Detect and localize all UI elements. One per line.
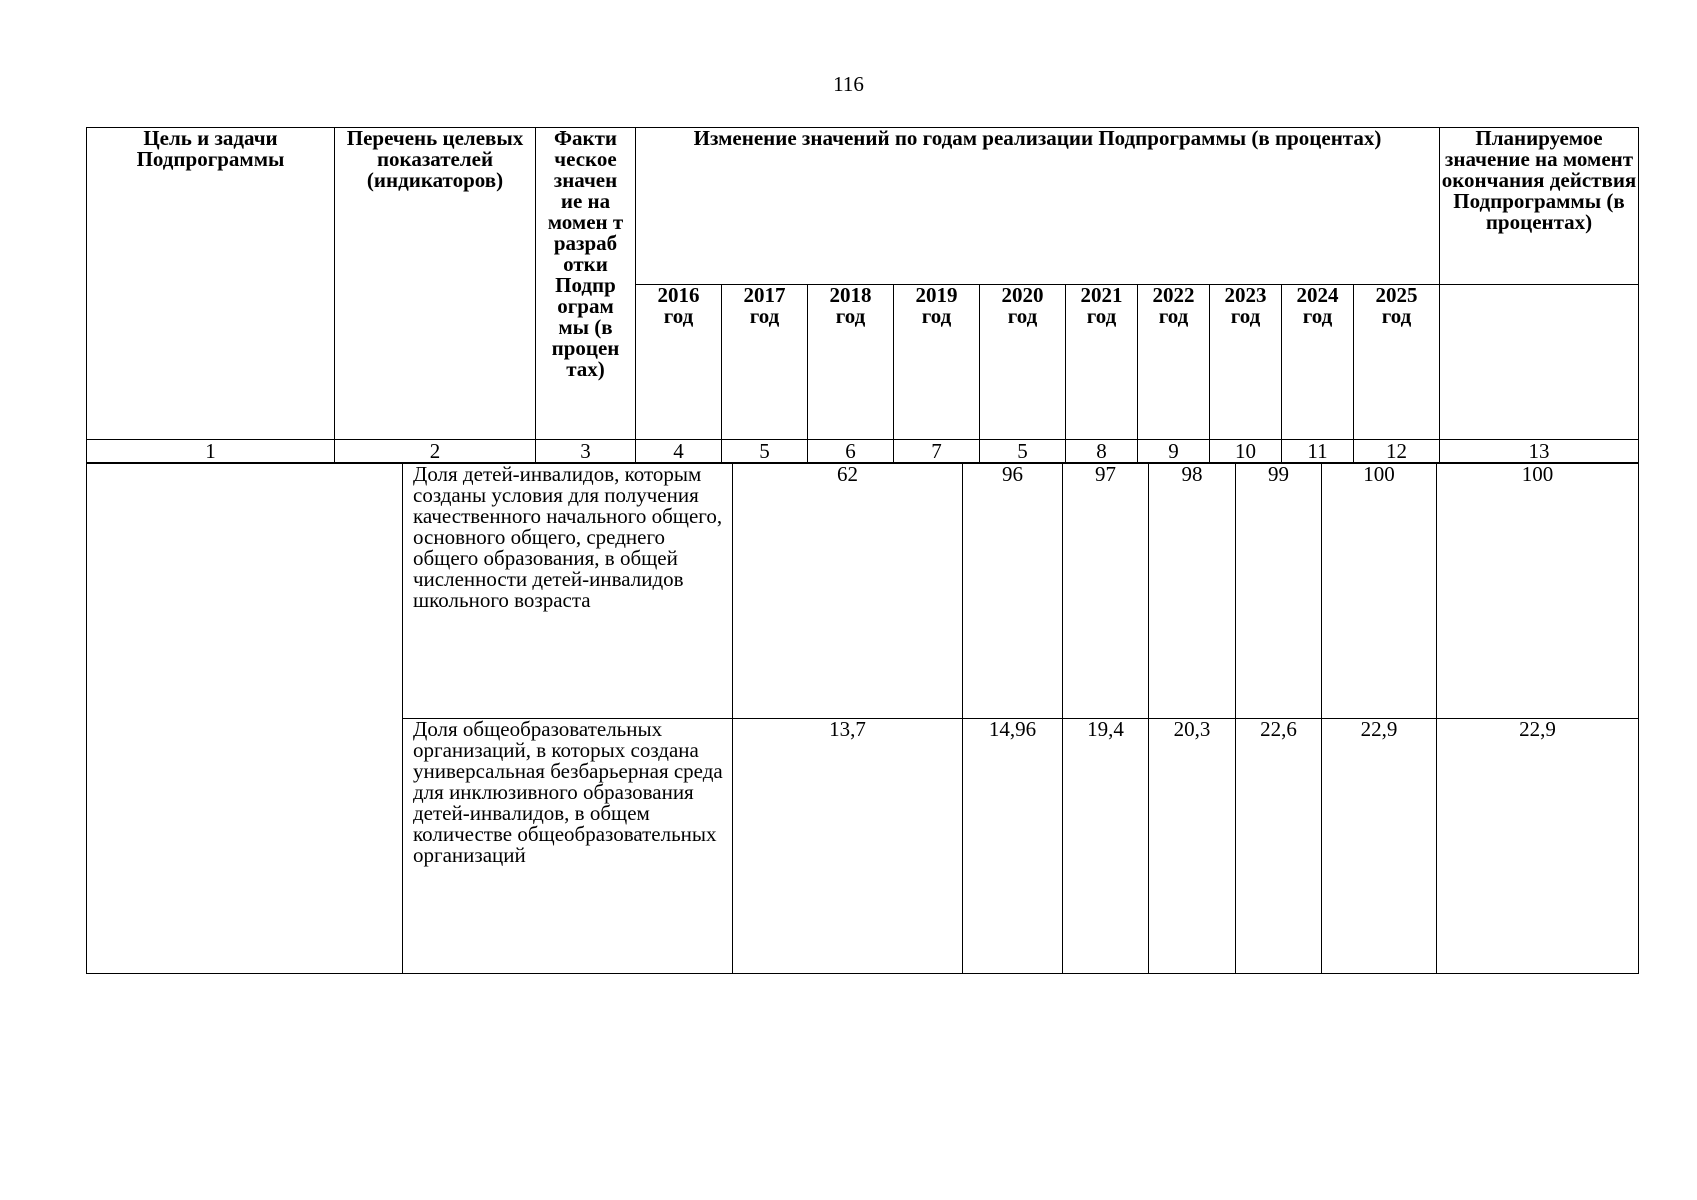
header-year-2019: 2019 год — [894, 285, 980, 440]
value-cell: 99 — [1236, 464, 1322, 719]
value-cell: 100 — [1322, 464, 1437, 719]
value-cell: 22,6 — [1236, 719, 1322, 974]
value-cell: 100 — [1437, 464, 1639, 719]
value-cell: 22,9 — [1437, 719, 1639, 974]
value-cell: 62 — [733, 464, 963, 719]
value-cell: 98 — [1149, 464, 1236, 719]
page-number: 116 — [833, 72, 864, 96]
column-number: 5 — [980, 440, 1066, 463]
header-year-group: Изменение значений по годам реализации Подпрограммы (в процентах) — [636, 128, 1440, 285]
header-year-2020: 2020 год — [980, 285, 1066, 440]
header-year-2022: 2022 год — [1138, 285, 1210, 440]
indicator-cell: Доля детей-инвалидов, которым созданы условия для получения качественного начального общего, основного общего, среднего общего образования, в общей численности детей-инвалидов школьного возраста — [403, 464, 733, 719]
column-number: 8 — [1066, 440, 1138, 463]
header-year-2017: 2017 год — [722, 285, 808, 440]
value-cell: 97 — [1063, 464, 1149, 719]
header-actual-value: Факти ческое значен ие на момен т разраб отки Подпр ограм мы (в процен тах) — [536, 128, 636, 440]
header-planned-empty — [1440, 285, 1639, 440]
header-indicators: Перечень целевых показателей (индикаторов) — [335, 128, 536, 440]
value-cell: 20,3 — [1149, 719, 1236, 974]
table-body — [86, 463, 1639, 974]
header-year-2024: 2024 год — [1282, 285, 1354, 440]
column-number: 12 — [1354, 440, 1440, 463]
column-number: 6 — [808, 440, 894, 463]
value-cell: 19,4 — [1063, 719, 1149, 974]
column-number: 1 — [87, 440, 335, 463]
column-number: 3 — [536, 440, 636, 463]
header-year-2023: 2023 год — [1210, 285, 1282, 440]
value-cell: 13,7 — [733, 719, 963, 974]
column-number: 9 — [1138, 440, 1210, 463]
indicator-cell: Доля общеобразовательных организаций, в которых создана универсальная безбарьерная среда для инклюзивного образования детей-инвалидов, в общем количестве общеобразовательных организаций — [403, 719, 733, 974]
column-number: 4 — [636, 440, 722, 463]
table-row — [87, 464, 1639, 719]
header-year-2025: 2025 год — [1354, 285, 1440, 440]
value-cell: 22,9 — [1322, 719, 1437, 974]
value-cell: 14,96 — [963, 719, 1063, 974]
column-number: 5 — [722, 440, 808, 463]
column-number: 11 — [1282, 440, 1354, 463]
header-planned-value: Планируемое значение на момент окончания действия Подпрограммы (в процентах) — [1440, 128, 1639, 285]
table-header — [86, 127, 1639, 463]
column-number-row — [87, 440, 1639, 463]
column-number: 10 — [1210, 440, 1282, 463]
column-number: 7 — [894, 440, 980, 463]
header-goal: Цель и задачи Подпрограммы — [87, 128, 335, 440]
goal-cell — [87, 464, 403, 974]
column-number: 2 — [335, 440, 536, 463]
header-year-2018: 2018 год — [808, 285, 894, 440]
header-year-2021: 2021 год — [1066, 285, 1138, 440]
value-cell: 96 — [963, 464, 1063, 719]
header-year-2016: 2016 год — [636, 285, 722, 440]
column-number: 13 — [1440, 440, 1639, 463]
